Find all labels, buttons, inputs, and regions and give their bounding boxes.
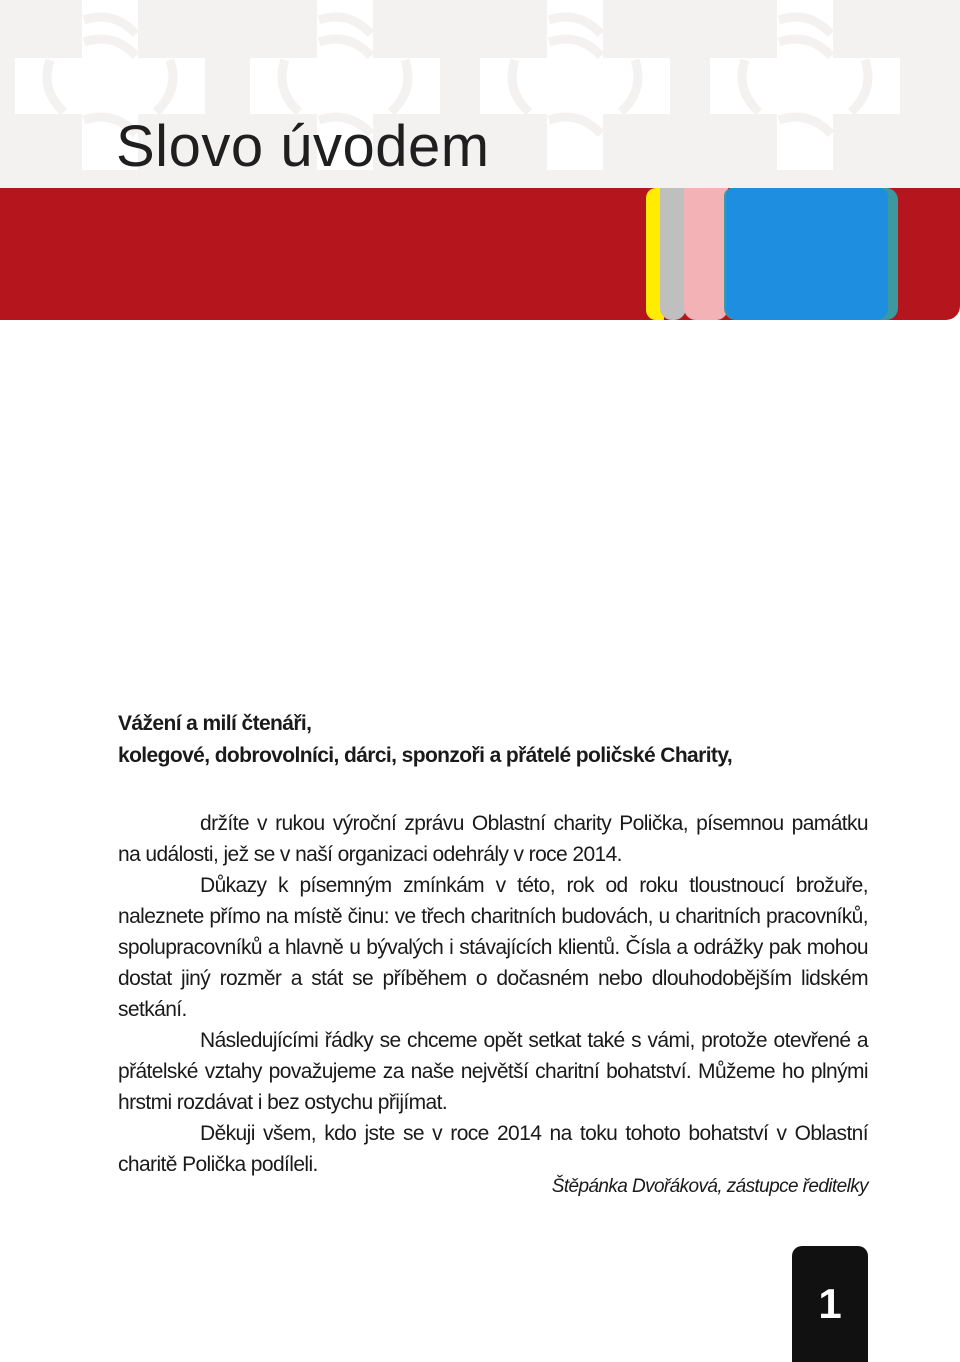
- page-number: 1: [792, 1246, 868, 1362]
- greeting: [118, 708, 868, 772]
- greeting-line-1: Vážení a milí čtenáři,: [118, 712, 312, 735]
- blue-stripe: [726, 188, 888, 320]
- page-title: Slovo úvodem: [116, 114, 490, 179]
- paragraph: Děkuji všem, kdo jste se v roce 2014 na toku tohoto bohatství v Oblastní charitě Polička podíleli.: [118, 1122, 868, 1176]
- paragraph: Důkazy k písemným zmínkám v této, rok od roku tloustnoucí brožuře, naleznete přímo na místě činu: ve třech charitních budovách, u charitních pracovníků, spolupracovníků a hlavně u bývalých i stávajících klientů. Čísla a odrážky pak mohou dostat jiný rozměr a stát se příběhem o dočasném nebo dlouhodobějším lidském setkání.: [118, 874, 868, 1021]
- signature: Štěpánka Dvořáková, zástupce ředitelky: [551, 1176, 868, 1197]
- letter-body: [118, 808, 868, 1180]
- gray-stripe: [660, 188, 686, 320]
- paragraph: držíte v rukou výroční zprávu Oblastní charity Polička, písemnou památku na události, jež se v naší organizaci odehrály v roce 2014.: [118, 812, 868, 866]
- greeting-line-2: kolegové, dobrovolníci, dárci, sponzoři a přátelé poličské Charity,: [118, 744, 733, 767]
- paragraph: Následujícími řádky se chceme opět setkat také s vámi, protože otevřené a přátelské vztahy považujeme za naše největší charitní bohatství. Můžeme ho plnými hrstmi rozdávat i bez ostychu přijímat.: [118, 1029, 868, 1114]
- pink-stripe: [684, 188, 728, 320]
- intro-letter: [118, 708, 868, 1180]
